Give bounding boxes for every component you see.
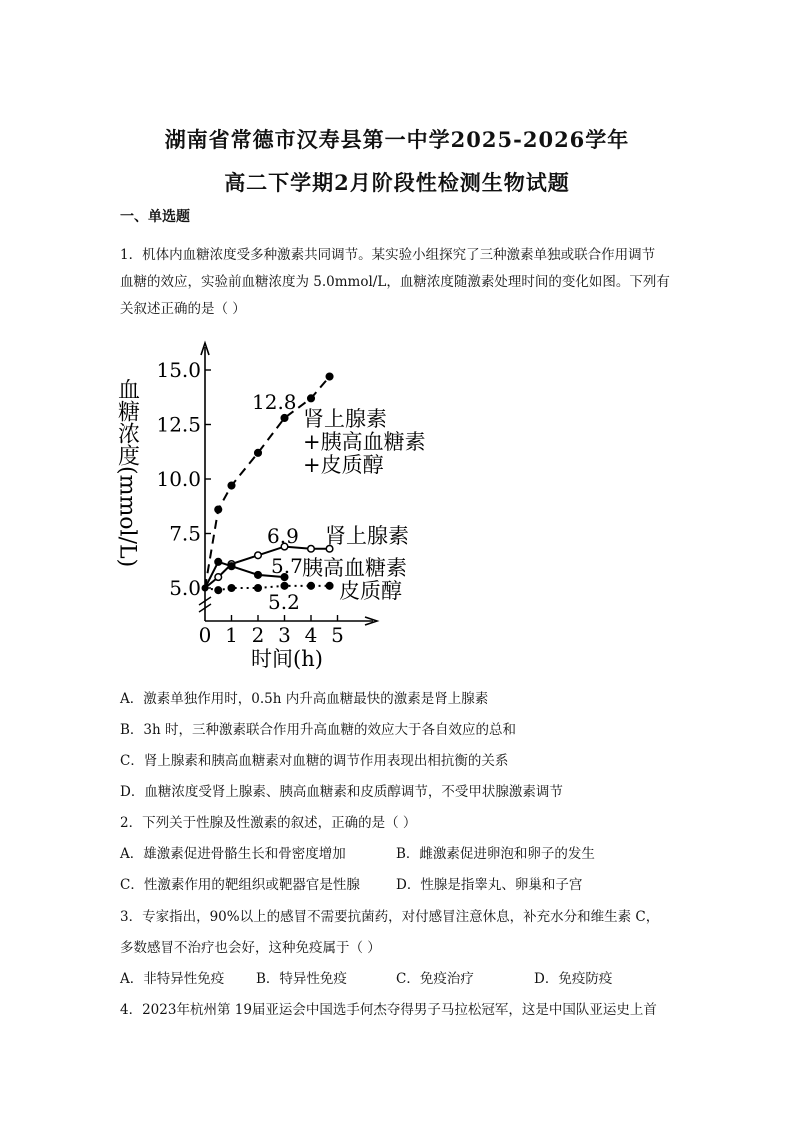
x-tick-label: 0	[198, 623, 212, 647]
x-tick-label: 5	[331, 623, 344, 647]
q4-stem-line1: 4．2023年杭州第 19届亚运会中国选手何杰夺得男子马拉松冠军，这是中国队亚运史上首	[120, 1002, 657, 1018]
data-point	[215, 574, 222, 581]
series-name-label: 皮质醇	[339, 579, 402, 603]
series-name-label: 肾上腺素	[325, 524, 409, 548]
x-tick-label: 1	[225, 623, 238, 647]
data-point	[281, 583, 288, 590]
data-point	[255, 572, 262, 579]
section-heading: 一、单选题	[120, 209, 190, 225]
series-value-label: 6.9	[267, 524, 299, 548]
data-point	[326, 373, 333, 380]
exam-title-line2: 高二下学期2月阶段性检测生物试题	[224, 170, 570, 195]
data-point	[255, 585, 262, 592]
q1-option-c[interactable]: C．肾上腺素和胰高血糖素对血糖的调节作用表现出相抗衡的关系	[120, 753, 509, 769]
x-tick-label: 3	[278, 623, 291, 647]
data-point	[228, 585, 235, 592]
q3-option-a[interactable]: A．非特异性免疫	[120, 971, 225, 987]
blood-glucose-chart	[115, 335, 435, 670]
chart-axes	[115, 343, 377, 670]
y-tick-label: 12.5	[156, 412, 201, 437]
y-tick-label: 7.5	[169, 521, 201, 546]
data-point	[255, 450, 262, 457]
q1-option-a[interactable]: A．激素单独作用时，0.5h 内升高血糖最快的激素是肾上腺素	[120, 691, 489, 707]
q1-option-b[interactable]: B．3h 时，三种激素联合作用升高血糖的效应大于各自效应的总和	[120, 722, 516, 738]
q1-stem-line2: 血糖的效应，实验前血糖浓度为 5.0mmol/L，血糖浓度随激素处理时间的变化如图。下列有	[120, 274, 670, 290]
data-point	[215, 559, 222, 566]
q2-option-a[interactable]: A．雄激素促进骨骼生长和骨密度增加	[120, 846, 346, 862]
exam-title-line1: 湖南省常德市汉寿县第一中学2025-2026学年	[164, 127, 630, 152]
q2-option-c[interactable]: C．性激素作用的靶组织或靶器官是性腺	[120, 877, 360, 893]
series-name-label: +胰高血糖素	[303, 430, 426, 454]
q1-stem-line3: 关叙述正确的是（ ）	[120, 301, 246, 317]
y-tick-label: 10.0	[156, 467, 201, 491]
q2-stem: 2．下列关于性腺及性激素的叙述，正确的是（ ）	[120, 815, 417, 831]
series-name-label: +皮质醇	[303, 453, 384, 477]
data-point	[215, 587, 222, 594]
x-axis-label: 时间(h)	[251, 647, 323, 670]
q3-option-b[interactable]: B．特异性免疫	[256, 971, 347, 987]
x-tick-label: 2	[251, 623, 265, 647]
data-point	[228, 482, 235, 489]
y-tick-label: 5.0	[169, 576, 201, 600]
series-value-label: 5.2	[268, 590, 300, 614]
x-tick-label: 4	[304, 623, 318, 647]
data-point	[215, 506, 222, 513]
data-point	[308, 545, 315, 552]
y-axis-label: 血糖浓度(mmol/L)	[115, 378, 140, 568]
series-value-label: 5.7	[271, 554, 303, 578]
q3-option-d[interactable]: D．免疫防疫	[534, 971, 613, 987]
data-point	[281, 415, 288, 422]
q1-option-d[interactable]: D．血糖浓度受肾上腺素、胰高血糖素和皮质醇调节，不受甲状腺激素调节	[120, 784, 563, 800]
chart-labels	[252, 390, 426, 614]
data-point	[326, 583, 333, 590]
data-point	[308, 395, 315, 402]
q3-option-c[interactable]: C．免疫治疗	[396, 971, 474, 987]
series-value-label: 12.8	[252, 390, 297, 414]
data-point	[308, 583, 315, 590]
series-name-label: 胰高血糖素	[302, 556, 407, 580]
q1-stem-line1: 1．机体内血糖浓度受多种激素共同调节。某实验小组探究了三种激素单独或联合作用调节	[120, 247, 656, 263]
data-point	[228, 563, 235, 570]
y-tick-label: 15.0	[156, 358, 201, 382]
data-point	[255, 552, 262, 559]
q3-stem-line1: 3．专家指出，90%以上的感冒不需要抗菌药，对付感冒注意休息，补充水分和维生素 C，	[120, 909, 660, 925]
q3-stem-line2: 多数感冒不治疗也会好，这种免疫属于（ ）	[120, 940, 381, 956]
origin-point	[202, 585, 209, 592]
q2-option-d[interactable]: D．性腺是指睾丸、卵巢和子宫	[396, 877, 583, 893]
series-name-label: 肾上腺素	[303, 407, 387, 431]
q2-option-b[interactable]: B．雌激素促进卵泡和卵子的发生	[396, 846, 595, 862]
